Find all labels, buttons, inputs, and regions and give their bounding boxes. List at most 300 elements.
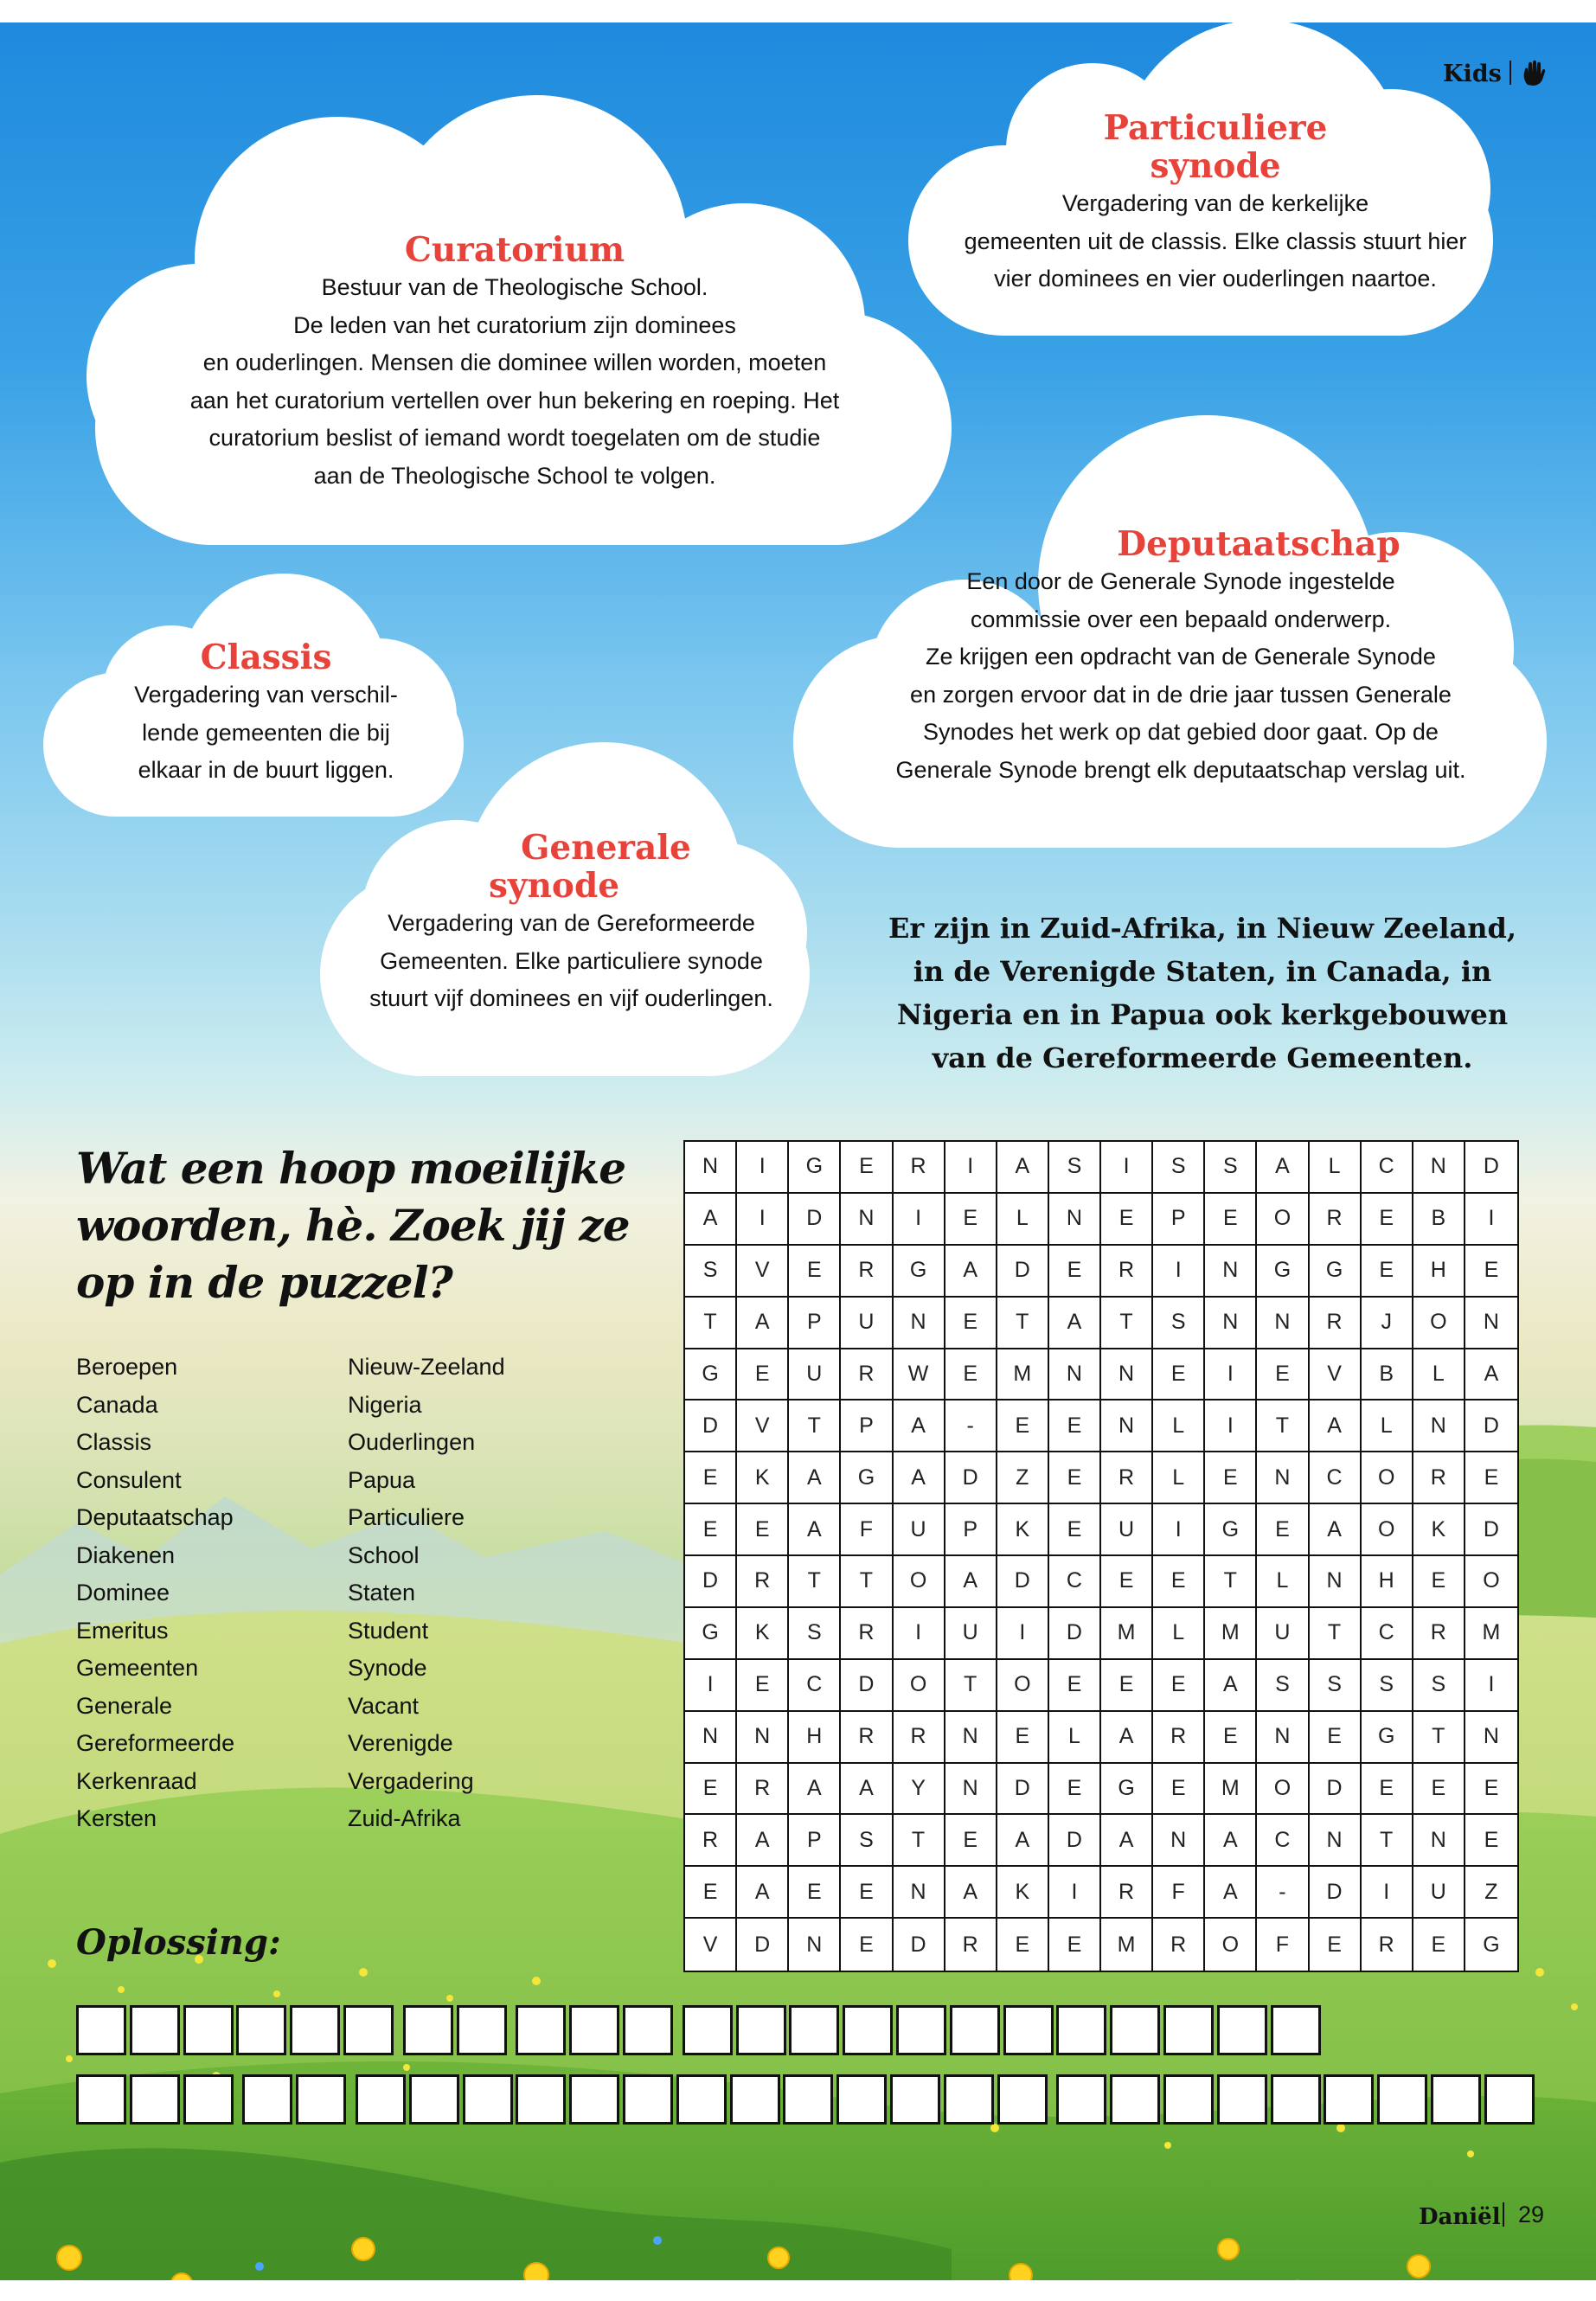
- grid-cell: E: [1413, 1764, 1465, 1816]
- grid-cell: W: [894, 1349, 945, 1401]
- grid-cell: B: [1362, 1349, 1413, 1401]
- cloud-deputaatschap-line-4: en zorgen ervoor dat in de drie jaar tussen Generale: [910, 681, 1452, 708]
- grid-cell: E: [997, 1919, 1049, 1971]
- solution-letter-box[interactable]: [457, 2005, 507, 2055]
- grid-cell: K: [997, 1504, 1049, 1556]
- grid-cell: S: [841, 1815, 893, 1867]
- header-divider: [1509, 61, 1511, 85]
- grid-cell: E: [1413, 1919, 1465, 1971]
- solution-letter-box[interactable]: [783, 2074, 833, 2125]
- cloud-curatorium-title: Curatorium: [404, 230, 625, 270]
- grid-cell: K: [997, 1867, 1049, 1919]
- grid-cell: M: [1205, 1764, 1257, 1816]
- solution-letter-box[interactable]: [76, 2005, 126, 2055]
- solution-letter-box[interactable]: [183, 2074, 234, 2125]
- grid-cell: R: [737, 1556, 789, 1608]
- grid-cell: N: [894, 1867, 945, 1919]
- puzzle-heading-line-2: woorden, hè. Zoek jij ze: [76, 1200, 630, 1251]
- grid-cell: L: [1257, 1556, 1309, 1608]
- grid-cell: P: [945, 1504, 997, 1556]
- solution-letter-box[interactable]: [730, 2074, 780, 2125]
- grid-cell: I: [894, 1608, 945, 1660]
- grid-cell: D: [789, 1194, 841, 1246]
- solution-letter-box[interactable]: [236, 2005, 286, 2055]
- grid-cell: G: [685, 1608, 737, 1660]
- left-word: Gereformeerde: [76, 1730, 235, 1756]
- grid-cell: A: [1310, 1400, 1362, 1452]
- grid-cell: E: [1049, 1919, 1101, 1971]
- solution-letter-box[interactable]: [183, 2005, 234, 2055]
- grid-cell: N: [1413, 1400, 1465, 1452]
- grid-cell: C: [1049, 1556, 1101, 1608]
- grid-cell: E: [1049, 1246, 1101, 1298]
- right-word: Zuid-Afrika: [348, 1805, 461, 1831]
- grid-cell: O: [894, 1556, 945, 1608]
- grid-cell: R: [1362, 1919, 1413, 1971]
- cloud-deputaatschap-line-5: Synodes het werk op dat gebied door gaat. Op de: [923, 719, 1439, 745]
- solution-letter-box[interactable]: [1484, 2074, 1535, 2125]
- grid-cell: E: [1465, 1815, 1517, 1867]
- solution-row-2: [76, 2074, 1538, 2125]
- solution-letter-box[interactable]: [1163, 2074, 1214, 2125]
- left-word: Emeritus: [76, 1617, 169, 1644]
- grid-cell: E: [1205, 1712, 1257, 1764]
- grid-cell: A: [841, 1764, 893, 1816]
- grid-cell: A: [1257, 1142, 1309, 1194]
- grid-cell: A: [789, 1764, 841, 1816]
- solution-letter-box[interactable]: [623, 2074, 673, 2125]
- grid-cell: T: [1205, 1556, 1257, 1608]
- solution-row-1: [76, 2005, 1324, 2055]
- grid-cell: -: [945, 1400, 997, 1452]
- solution-label: Oplossing:: [76, 1922, 281, 1963]
- grid-cell: E: [997, 1712, 1049, 1764]
- grid-cell: V: [685, 1919, 737, 1971]
- grid-cell: T: [1362, 1815, 1413, 1867]
- solution-letter-box[interactable]: [1056, 2074, 1106, 2125]
- grid-cell: N: [1413, 1815, 1465, 1867]
- left-word: Consulent: [76, 1466, 182, 1493]
- solution-letter-box[interactable]: [997, 2074, 1048, 2125]
- grid-cell: A: [1465, 1349, 1517, 1401]
- grid-cell: E: [1362, 1246, 1413, 1298]
- grid-cell: T: [894, 1815, 945, 1867]
- solution-letter-box[interactable]: [1056, 2005, 1106, 2055]
- grid-cell: N: [1465, 1298, 1517, 1349]
- grid-cell: G: [789, 1142, 841, 1194]
- grid-cell: F: [1153, 1867, 1205, 1919]
- right-word: Verenigde: [348, 1730, 453, 1756]
- cloud-classis-line-1: Vergadering van verschil-: [134, 682, 398, 708]
- cloud-particuliere-synode-line-3: vier dominees en vier ouderlingen naartoe.: [994, 266, 1437, 292]
- grid-cell: E: [1049, 1764, 1101, 1816]
- grid-cell: D: [737, 1919, 789, 1971]
- page-number: 29: [1518, 2202, 1545, 2227]
- cloud-generale-synode-line-3: stuurt vijf dominees en vijf ouderlingen.: [369, 985, 773, 1011]
- word-list-right: [348, 1349, 505, 1838]
- solution-letter-box[interactable]: [242, 2074, 292, 2125]
- grid-cell: G: [1310, 1246, 1362, 1298]
- grid-cell: E: [945, 1298, 997, 1349]
- cloud-deputaatschap-text: [852, 525, 1509, 789]
- grid-cell: A: [997, 1142, 1049, 1194]
- grid-cell: U: [1101, 1504, 1153, 1556]
- grid-cell: O: [1362, 1504, 1413, 1556]
- grid-cell: T: [1257, 1400, 1309, 1452]
- word-gap: [236, 2074, 242, 2125]
- grid-cell: G: [1101, 1764, 1153, 1816]
- solution-letter-box[interactable]: [843, 2005, 893, 2055]
- grid-cell: E: [1049, 1660, 1101, 1712]
- grid-cell: E: [737, 1349, 789, 1401]
- cloud-deputaatschap-line-6: Generale Synode brengt elk deputaatschap verslag uit.: [895, 756, 1466, 783]
- grid-cell: E: [1049, 1400, 1101, 1452]
- grid-cell: M: [1101, 1919, 1153, 1971]
- grid-cell: N: [789, 1919, 841, 1971]
- solution-letter-box[interactable]: [290, 2005, 340, 2055]
- grid-cell: D: [1310, 1764, 1362, 1816]
- grid-cell: N: [1310, 1815, 1362, 1867]
- grid-cell: C: [1362, 1142, 1413, 1194]
- grid-cell: E: [685, 1504, 737, 1556]
- grid-cell: A: [1205, 1867, 1257, 1919]
- grid-cell: R: [685, 1815, 737, 1867]
- grid-cell: E: [1465, 1452, 1517, 1504]
- grid-cell: E: [685, 1452, 737, 1504]
- grid-cell: I: [1153, 1504, 1205, 1556]
- solution-letter-box[interactable]: [130, 2005, 180, 2055]
- solution-letter-box[interactable]: [403, 2005, 453, 2055]
- grid-cell: I: [1153, 1246, 1205, 1298]
- grid-cell: E: [1310, 1712, 1362, 1764]
- grid-cell: C: [1362, 1608, 1413, 1660]
- solution-letter-box[interactable]: [409, 2074, 459, 2125]
- solution-letter-box[interactable]: [1110, 2074, 1160, 2125]
- solution-letter-box[interactable]: [463, 2074, 513, 2125]
- grid-cell: E: [1153, 1349, 1205, 1401]
- grid-cell: A: [737, 1815, 789, 1867]
- cloud-deputaatschap-title: Deputaatschap: [1117, 524, 1401, 564]
- grid-cell: O: [1362, 1452, 1413, 1504]
- section-label: Kids: [1443, 61, 1502, 87]
- grid-cell: P: [789, 1298, 841, 1349]
- grid-cell: P: [789, 1815, 841, 1867]
- grid-cell: A: [685, 1194, 737, 1246]
- grid-cell: E: [1257, 1504, 1309, 1556]
- grid-cell: A: [1049, 1298, 1101, 1349]
- grid-cell: I: [1101, 1142, 1153, 1194]
- grid-cell: N: [1310, 1556, 1362, 1608]
- grid-cell: G: [1362, 1712, 1413, 1764]
- grid-cell: I: [1465, 1660, 1517, 1712]
- info-paragraph: [865, 907, 1540, 1080]
- grid-cell: E: [737, 1660, 789, 1712]
- solution-letter-box[interactable]: [1163, 2005, 1214, 2055]
- grid-cell: L: [1310, 1142, 1362, 1194]
- grid-cell: U: [841, 1298, 893, 1349]
- cloud-classis-line-2: lende gemeenten die bij: [142, 719, 390, 746]
- grid-cell: E: [1205, 1452, 1257, 1504]
- grid-cell: E: [1153, 1556, 1205, 1608]
- solution-letter-box[interactable]: [1271, 2005, 1321, 2055]
- cloud-curatorium-line-2: De leden van het curatorium zijn dominees: [293, 311, 736, 338]
- grid-cell: E: [997, 1400, 1049, 1452]
- grid-cell: Z: [997, 1452, 1049, 1504]
- grid-cell: A: [945, 1556, 997, 1608]
- info-line-1: Er zijn in Zuid-Afrika, in Nieuw Zeeland,: [888, 912, 1516, 945]
- info-line-3: Nigeria en in Papua ook kerkgebouwen: [896, 998, 1509, 1031]
- grid-cell: O: [1465, 1556, 1517, 1608]
- grid-cell: D: [1310, 1867, 1362, 1919]
- grid-cell: L: [1413, 1349, 1465, 1401]
- solution-letter-box[interactable]: [130, 2074, 180, 2125]
- grid-cell: U: [1413, 1867, 1465, 1919]
- grid-cell: K: [737, 1608, 789, 1660]
- solution-letter-box[interactable]: [736, 2005, 786, 2055]
- grid-cell: T: [789, 1400, 841, 1452]
- magazine-name: Daniël: [1419, 2204, 1501, 2230]
- solution-letter-box[interactable]: [1377, 2074, 1427, 2125]
- grid-cell: E: [945, 1815, 997, 1867]
- grid-cell: D: [945, 1452, 997, 1504]
- grid-cell: O: [1413, 1298, 1465, 1349]
- solution-letter-box[interactable]: [1324, 2074, 1374, 2125]
- cloud-curatorium-line-3: en ouderlingen. Mensen die dominee willen worden, moeten: [202, 349, 827, 375]
- solution-letter-box[interactable]: [569, 2005, 619, 2055]
- grid-cell: O: [894, 1660, 945, 1712]
- grid-cell: E: [1101, 1194, 1153, 1246]
- grid-cell: -: [1257, 1867, 1309, 1919]
- grid-cell: E: [737, 1504, 789, 1556]
- grid-cell: G: [1257, 1246, 1309, 1298]
- grid-cell: I: [1049, 1867, 1101, 1919]
- grid-cell: E: [789, 1867, 841, 1919]
- cloud-particuliere-synode-title-1: Particuliere: [1103, 108, 1328, 148]
- left-word: Canada: [76, 1391, 158, 1418]
- grid-cell: E: [1153, 1764, 1205, 1816]
- cloud-generale-synode-text: [344, 829, 798, 1018]
- grid-cell: N: [685, 1712, 737, 1764]
- cloud-curatorium-line-1: Bestuur van de Theologische School.: [321, 274, 708, 300]
- grid-cell: N: [1257, 1298, 1309, 1349]
- grid-cell: A: [894, 1400, 945, 1452]
- footer-divider: [1503, 2202, 1504, 2227]
- grid-cell: T: [945, 1660, 997, 1712]
- grid-cell: E: [685, 1867, 737, 1919]
- puzzle-heading: [76, 1140, 682, 1311]
- grid-cell: N: [1101, 1400, 1153, 1452]
- grid-cell: I: [894, 1194, 945, 1246]
- solution-letter-box[interactable]: [836, 2074, 887, 2125]
- left-word: Kerkenraad: [76, 1767, 197, 1794]
- word-gap: [676, 2005, 683, 2055]
- grid-cell: I: [945, 1142, 997, 1194]
- grid-cell: E: [1465, 1246, 1517, 1298]
- solution-letter-box[interactable]: [569, 2074, 619, 2125]
- solution-letter-box[interactable]: [1271, 2074, 1321, 2125]
- grid-cell: L: [997, 1194, 1049, 1246]
- bottom-margin: [0, 2280, 1596, 2301]
- grid-cell: O: [1257, 1764, 1309, 1816]
- grid-cell: N: [841, 1194, 893, 1246]
- grid-cell: S: [1362, 1660, 1413, 1712]
- solution-letter-box[interactable]: [516, 2005, 566, 2055]
- grid-cell: E: [945, 1194, 997, 1246]
- grid-cell: T: [789, 1556, 841, 1608]
- grid-cell: G: [1205, 1504, 1257, 1556]
- grid-cell: T: [997, 1298, 1049, 1349]
- grid-cell: P: [841, 1400, 893, 1452]
- solution-letter-box[interactable]: [343, 2005, 394, 2055]
- grid-cell: R: [894, 1712, 945, 1764]
- grid-cell: N: [1205, 1246, 1257, 1298]
- solution-letter-box[interactable]: [1217, 2005, 1267, 2055]
- grid-cell: E: [1205, 1194, 1257, 1246]
- grid-cell: D: [997, 1246, 1049, 1298]
- grid-cell: E: [1362, 1764, 1413, 1816]
- grid-cell: E: [1257, 1349, 1309, 1401]
- solution-letter-box[interactable]: [1003, 2005, 1054, 2055]
- grid-cell: S: [685, 1246, 737, 1298]
- grid-cell: H: [1413, 1246, 1465, 1298]
- grid-cell: I: [685, 1660, 737, 1712]
- solution-letter-box[interactable]: [356, 2074, 406, 2125]
- grid-cell: D: [997, 1556, 1049, 1608]
- grid-cell: A: [789, 1504, 841, 1556]
- cloud-particuliere-synode-text: [926, 109, 1505, 298]
- grid-cell: M: [1101, 1608, 1153, 1660]
- left-word: Generale: [76, 1692, 173, 1719]
- puzzle-heading-line-3: op in de puzzel?: [76, 1257, 452, 1308]
- grid-cell: E: [1101, 1660, 1153, 1712]
- solution-letter-box[interactable]: [944, 2074, 994, 2125]
- puzzle-heading-line-1: Wat een hoop moeilijke: [76, 1143, 626, 1194]
- solution-letter-box[interactable]: [1110, 2005, 1160, 2055]
- grid-cell: I: [737, 1194, 789, 1246]
- grid-cell: R: [945, 1919, 997, 1971]
- grid-cell: A: [1101, 1815, 1153, 1867]
- cloud-classis-line-3: elkaar in de buurt liggen.: [138, 757, 394, 783]
- solution-letter-box[interactable]: [950, 2005, 1000, 2055]
- grid-cell: D: [1049, 1815, 1101, 1867]
- solution-letter-box[interactable]: [683, 2005, 733, 2055]
- cloud-generale-synode-title-2: synode: [488, 866, 620, 906]
- cloud-curatorium-line-6: aan de Theologische School te volgen.: [313, 462, 716, 489]
- cloud-generale-synode-line-2: Gemeenten. Elke particuliere synode: [380, 947, 763, 974]
- grid-cell: T: [1101, 1298, 1153, 1349]
- info-line-2: in de Verenigde Staten, in Canada, in: [913, 955, 1492, 988]
- solution-letter-box[interactable]: [623, 2005, 673, 2055]
- grid-cell: L: [1153, 1400, 1205, 1452]
- grid-cell: L: [1153, 1608, 1205, 1660]
- grid-cell: O: [1205, 1919, 1257, 1971]
- cloud-curatorium-line-4: aan het curatorium vertellen over hun bekering en roeping. Het: [189, 387, 840, 413]
- left-word: Classis: [76, 1429, 152, 1455]
- right-word: Ouderlingen: [348, 1429, 476, 1455]
- solution-letter-box[interactable]: [296, 2074, 346, 2125]
- grid-cell: R: [1153, 1919, 1205, 1971]
- cloud-generale-synode-title-1: Generale: [521, 828, 691, 868]
- solution-letter-box[interactable]: [1431, 2074, 1481, 2125]
- hand-icon: [1521, 59, 1547, 87]
- grid-cell: R: [1413, 1452, 1465, 1504]
- cloud-deputaatschap-line-2: commissie over een bepaald onderwerp.: [970, 606, 1392, 632]
- solution-letter-box[interactable]: [1217, 2074, 1267, 2125]
- grid-cell: J: [1362, 1298, 1413, 1349]
- grid-cell: V: [737, 1400, 789, 1452]
- grid-cell: K: [737, 1452, 789, 1504]
- grid-cell: R: [737, 1764, 789, 1816]
- grid-cell: T: [685, 1298, 737, 1349]
- grid-cell: S: [1413, 1660, 1465, 1712]
- cloud-generale-synode-line-1: Vergadering van de Gereformeerde: [388, 910, 755, 936]
- solution-letter-box[interactable]: [890, 2074, 940, 2125]
- solution-letter-box[interactable]: [896, 2005, 946, 2055]
- grid-cell: R: [1101, 1867, 1153, 1919]
- grid-cell: R: [1101, 1452, 1153, 1504]
- grid-cell: E: [841, 1142, 893, 1194]
- grid-cell: C: [1310, 1452, 1362, 1504]
- grid-cell: R: [1413, 1608, 1465, 1660]
- grid-cell: N: [1413, 1142, 1465, 1194]
- right-word: Staten: [348, 1580, 416, 1606]
- grid-cell: N: [1101, 1349, 1153, 1401]
- grid-cell: O: [997, 1660, 1049, 1712]
- grid-cell: R: [1101, 1246, 1153, 1298]
- grid-cell: D: [1465, 1400, 1517, 1452]
- grid-cell: F: [1257, 1919, 1309, 1971]
- grid-cell: S: [1049, 1142, 1101, 1194]
- grid-cell: F: [841, 1504, 893, 1556]
- cloud-classis-title: Classis: [200, 638, 332, 677]
- grid-cell: O: [1257, 1194, 1309, 1246]
- grid-cell: D: [1465, 1142, 1517, 1194]
- solution-letter-box[interactable]: [789, 2005, 839, 2055]
- grid-cell: R: [894, 1142, 945, 1194]
- grid-cell: A: [894, 1452, 945, 1504]
- solution-letter-box[interactable]: [676, 2074, 727, 2125]
- grid-cell: N: [737, 1712, 789, 1764]
- grid-cell: N: [894, 1298, 945, 1349]
- grid-cell: I: [737, 1142, 789, 1194]
- solution-letter-box[interactable]: [76, 2074, 126, 2125]
- grid-cell: E: [945, 1349, 997, 1401]
- cloud-particuliere-synode-line-1: Vergadering van de kerkelijke: [1061, 190, 1369, 216]
- right-word: Particuliere: [348, 1504, 465, 1530]
- grid-cell: R: [1310, 1298, 1362, 1349]
- grid-cell: I: [1362, 1867, 1413, 1919]
- grid-cell: R: [841, 1712, 893, 1764]
- grid-cell: Y: [894, 1764, 945, 1816]
- grid-cell: L: [1049, 1712, 1101, 1764]
- grid-cell: U: [945, 1608, 997, 1660]
- cloud-particuliere-synode-title-2: synode: [1150, 146, 1281, 186]
- grid-cell: A: [997, 1815, 1049, 1867]
- grid-cell: U: [789, 1349, 841, 1401]
- solution-letter-box[interactable]: [516, 2074, 566, 2125]
- grid-cell: B: [1413, 1194, 1465, 1246]
- grid-cell: N: [1257, 1452, 1309, 1504]
- grid-cell: A: [737, 1867, 789, 1919]
- cloud-deputaatschap-line-3: Ze krijgen een opdracht van de Generale Synode: [926, 644, 1436, 670]
- right-word: Nigeria: [348, 1391, 422, 1418]
- grid-cell: E: [841, 1919, 893, 1971]
- grid-cell: H: [1362, 1556, 1413, 1608]
- grid-cell: R: [1153, 1712, 1205, 1764]
- grid-cell: U: [1257, 1608, 1309, 1660]
- grid-cell: T: [841, 1556, 893, 1608]
- grid-cell: D: [685, 1556, 737, 1608]
